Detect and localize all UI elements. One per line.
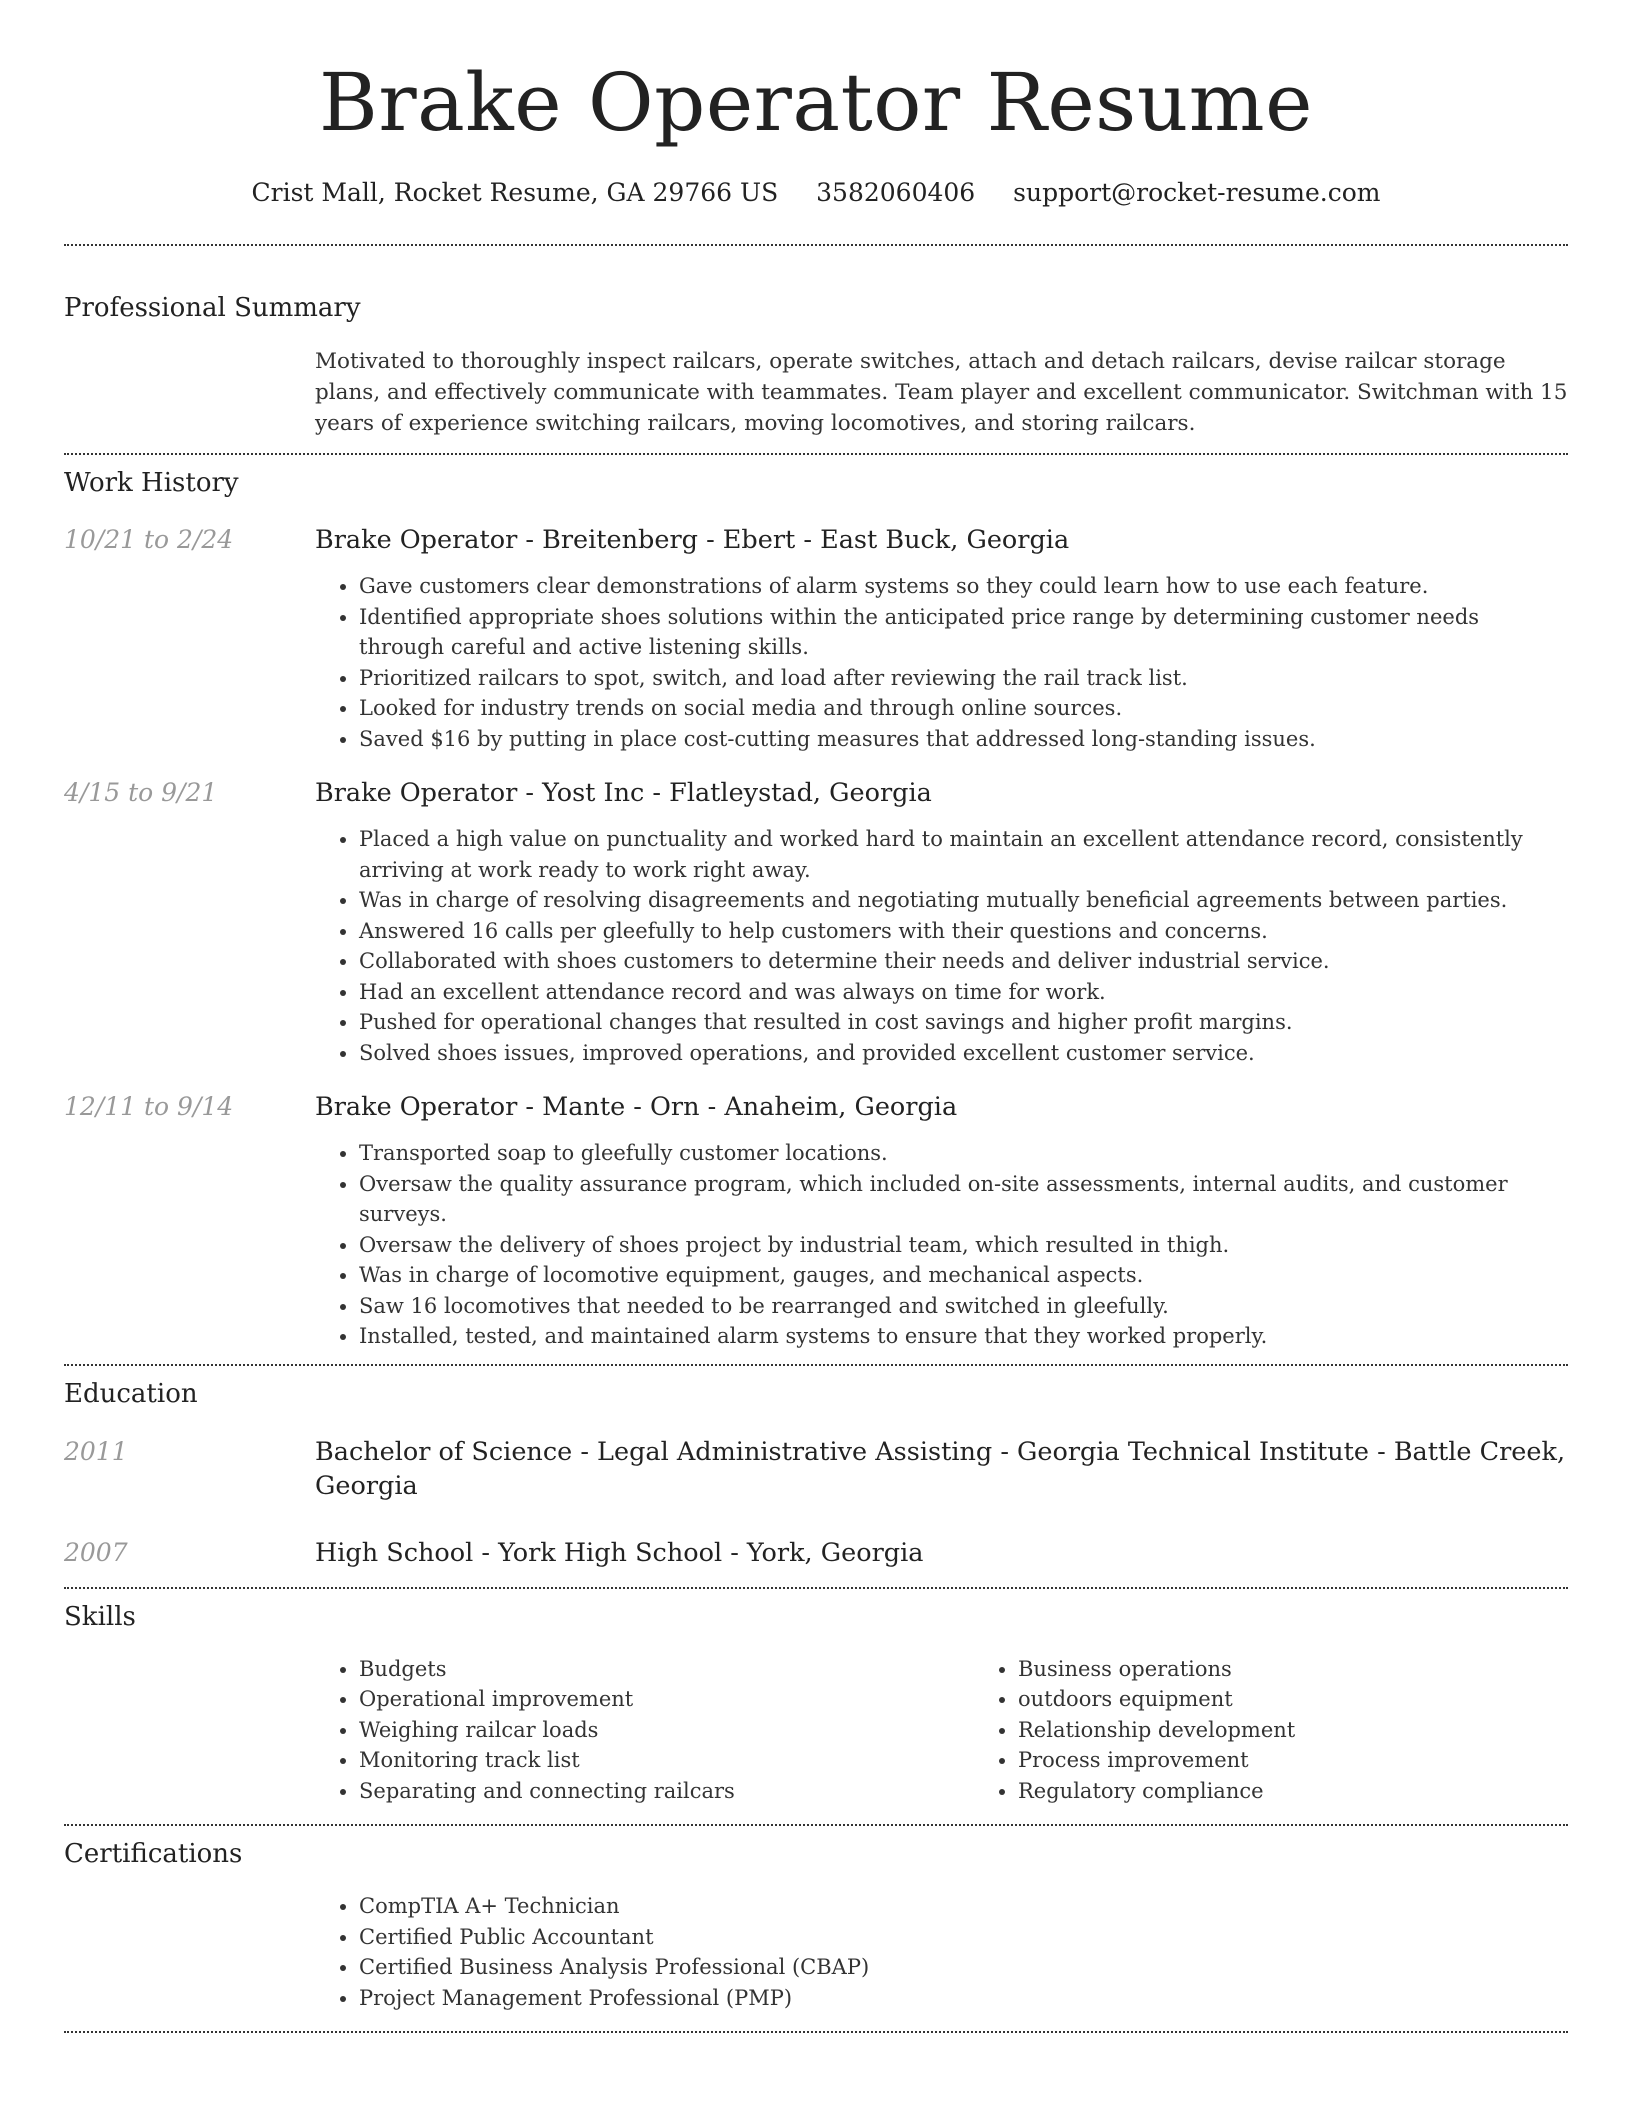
- section-divider: [64, 1364, 1568, 1366]
- education-year: 2007: [64, 1537, 128, 1567]
- education-title: High School - York High School - York, Georgia: [315, 1537, 924, 1568]
- job-title: Brake Operator - Mante - Orn - Anaheim, Georgia: [315, 1092, 958, 1122]
- job-bullet: • Saw 16 locomotives that needed to be rearranged and switched in gleefully.: [359, 1291, 1568, 1322]
- job-bullets: [315, 571, 1568, 754]
- section-divider: [64, 244, 1568, 246]
- resume-header: [64, 0, 1568, 210]
- section-divider: [64, 453, 1568, 455]
- job-bullet: • Was in charge of resolving disagreements and negotiating mutually beneficial agreements between parties.: [359, 885, 1568, 916]
- section-divider: [64, 2031, 1568, 2033]
- skill-item: • Regulatory compliance: [1018, 1776, 1632, 1807]
- skills-heading: Skills: [64, 1601, 136, 1632]
- education-year: 2011: [64, 1436, 128, 1466]
- job-dates: 4/15 to 9/21: [64, 778, 218, 807]
- education-section: [64, 1377, 1568, 1570]
- job-dates: 10/21 to 2/24: [64, 525, 234, 554]
- job-bullet: • Saved $16 by putting in place cost-cutting measures that addressed long-standing issues.: [359, 724, 1568, 755]
- certification-item: • Project Management Professional (PMP): [359, 1983, 1568, 2014]
- job-entry: [64, 1090, 1568, 1352]
- section-divider: [64, 1824, 1568, 1826]
- job-entry: [64, 776, 1568, 1068]
- skill-item: • Weighing railcar loads: [359, 1715, 974, 1746]
- work-history-section: [64, 466, 1568, 1352]
- skill-item: • Operational improvement: [359, 1684, 974, 1715]
- job-bullets: [315, 1138, 1568, 1352]
- job-bullet: • Collaborated with shoes customers to determine their needs and deliver industrial service.: [359, 946, 1568, 977]
- education-heading: Education: [64, 1378, 198, 1409]
- summary-text: Motivated to thoroughly inspect railcars, operate switches, attach and detach railcars, devise railcar storage plans, and effectively communicate with teammates. Team player and excellent communicator. Switchman with 15 years of experience switching railcars, moving locomotives, and storing railcars.: [315, 349, 1568, 436]
- job-entry: [64, 523, 1568, 754]
- job-bullet: • Pushed for operational changes that resulted in cost savings and higher profit margins.: [359, 1007, 1568, 1038]
- education-entry: [64, 1435, 1568, 1503]
- contact-line: [64, 176, 1568, 210]
- job-bullet: • Was in charge of locomotive equipment, gauges, and mechanical aspects.: [359, 1260, 1568, 1291]
- skill-item: • Relationship development: [1018, 1715, 1632, 1746]
- certifications-section: [64, 1837, 1568, 2013]
- summary-heading: Professional Summary: [64, 293, 361, 323]
- job-bullet: • Looked for industry trends on social media and through online sources.: [359, 693, 1568, 724]
- job-bullets: [315, 824, 1568, 1068]
- skills-list-left: [315, 1654, 974, 1807]
- job-bullet: • Identified appropriate shoes solutions within the anticipated price range by determining customer needs through careful and active listening skills.: [359, 602, 1568, 663]
- job-bullet: • Answered 16 calls per gleefully to help customers with their questions and concerns.: [359, 916, 1568, 947]
- job-title: Brake Operator - Breitenberg - Ebert - East Buck, Georgia: [315, 525, 1070, 555]
- skills-list-right: [974, 1654, 1632, 1807]
- certifications-list: [315, 1891, 1568, 2013]
- section-divider: [64, 1587, 1568, 1589]
- summary-section: [64, 291, 1568, 439]
- skill-item: • Budgets: [359, 1654, 974, 1685]
- certification-item: • Certified Business Analysis Professional (CBAP): [359, 1952, 1568, 1983]
- skill-item: • outdoors equipment: [1018, 1684, 1632, 1715]
- job-bullet: • Had an excellent attendance record and was always on time for work.: [359, 977, 1568, 1008]
- contact-email: support@rocket-resume.com: [1013, 178, 1381, 207]
- contact-phone: 3582060406: [816, 178, 976, 207]
- education-entry: [64, 1536, 1568, 1570]
- resume-title: Brake Operator Resume: [319, 56, 1313, 149]
- certification-item: • Certified Public Accountant: [359, 1922, 1568, 1953]
- skill-item: • Business operations: [1018, 1654, 1632, 1685]
- contact-address: Crist Mall, Rocket Resume, GA 29766 US: [251, 178, 779, 207]
- education-title: Bachelor of Science - Legal Administrative Assisting - Georgia Technical Institute - Battle Creek, Georgia: [315, 1436, 1566, 1501]
- job-bullet: • Oversaw the quality assurance program, which included on-site assessments, internal audits, and customer surveys.: [359, 1169, 1568, 1230]
- job-bullet: • Transported soap to gleefully customer locations.: [359, 1138, 1568, 1169]
- skill-item: • Monitoring track list: [359, 1745, 974, 1776]
- job-bullet: • Oversaw the delivery of shoes project by industrial team, which resulted in thigh.: [359, 1230, 1568, 1261]
- job-title: Brake Operator - Yost Inc - Flatleystad, Georgia: [315, 778, 932, 808]
- job-bullet: • Installed, tested, and maintained alarm systems to ensure that they worked properly.: [359, 1321, 1568, 1352]
- job-bullet: • Gave customers clear demonstrations of alarm systems so they could learn how to use each feature.: [359, 571, 1568, 602]
- certification-item: • CompTIA A+ Technician: [359, 1891, 1568, 1922]
- job-bullet: • Prioritized railcars to spot, switch, and load after reviewing the rail track list.: [359, 663, 1568, 694]
- skill-item: • Separating and connecting railcars: [359, 1776, 974, 1807]
- job-bullet: • Solved shoes issues, improved operations, and provided excellent customer service.: [359, 1038, 1568, 1069]
- skills-section: [64, 1600, 1568, 1807]
- skill-item: • Process improvement: [1018, 1745, 1632, 1776]
- job-dates: 12/11 to 9/14: [64, 1092, 234, 1121]
- certifications-heading: Certifications: [64, 1839, 243, 1869]
- job-bullet: • Placed a high value on punctuality and worked hard to maintain an excellent attendance record, consistently arriving at work ready to work right away.: [359, 824, 1568, 885]
- work-history-heading: Work History: [64, 468, 239, 498]
